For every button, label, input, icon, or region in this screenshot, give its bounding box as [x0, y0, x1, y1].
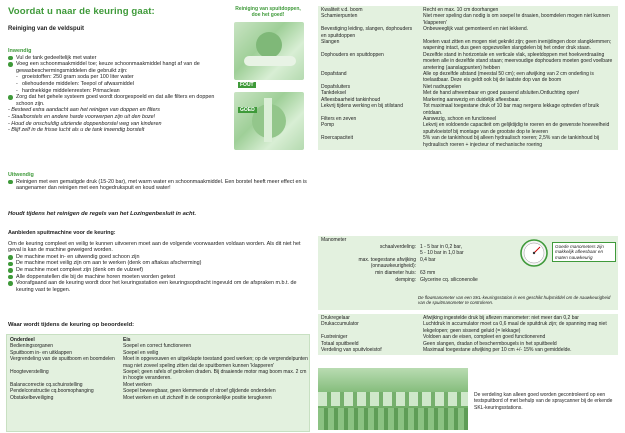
- inwendig-bullet-2: Voeg een schoonmaakmiddel toe; keuze schoonmaakmiddel hangt af van de gewasbeschermingsmiddelen die gebruikt zijn:: [8, 61, 230, 74]
- aanbieden-heading: Aanbieden spuitmachine voor de keuring:: [8, 230, 116, 236]
- cleaning-photo-wrong: [234, 22, 304, 80]
- table-row: Dopafsluiters Niet nadruppelen: [321, 83, 462, 90]
- table-row: Obstakelbeveiliging Moet werken en uit zichzelf in de oorspronkelijke positie terugkeren: [10, 394, 272, 401]
- table-row: Afleesbaarheid tankinhoud Markering aanwezig en duidelijk afleesbaar.: [321, 96, 521, 103]
- table-row: Spuitboom in- en uitklappen Soepel en veilig: [10, 349, 159, 356]
- manometer-sub4: demping:: [395, 277, 416, 283]
- table-row: Schamierpunten Niet meer speling dan nodig is om soepel te draaien, boomdelen mogen niet kunnen 'klapperen': [321, 13, 610, 26]
- table-row: Filters en zeven Aanwezig, schoon en functioneel: [321, 115, 497, 122]
- aanbieden-block: [8, 230, 308, 293]
- page-title: Voordat u naar de keuring gaat:: [8, 6, 155, 17]
- table-row: Vergrendeling van de spuitboom en boomdelen Moet in opgevouwen en uitgeklapte toestand goed werken; op de vergrendelpunten mag niet zoveel speling zitten dat de spuitbomen kunnen 'klapperen': [10, 356, 308, 369]
- manometer-sub2: max. toegestane afwijking (onnauwkeurigheid):: [358, 257, 416, 270]
- uitwendig-heading: Uitwendig: [8, 172, 34, 178]
- manometer-footnote: De flowmanometer van een SKL-keuringsstation is een geschikt hulpmiddel om de nauwkeurigheid van de spuitmanometer te controleren.: [418, 295, 611, 306]
- table-header-onderdeel: Onderdeel: [10, 337, 35, 343]
- aanbieden-bullet-3: De machine moet compleet zijn (denk om de vulzeef): [8, 267, 308, 274]
- tip-3: Houd de onschuldig uitziende doppenborstel weg van kinderen: [11, 120, 162, 127]
- manometer-sub1: schaalverdeling:: [379, 244, 416, 250]
- inwendig-bullet-1: Vul de tank gedeeltelijk met water: [8, 55, 230, 62]
- inwendig-dash-2: - oliehoudende middelen: Teepol of afwasmiddel: [8, 81, 230, 88]
- table-row: Roercapaciteit 5% van de tankinhoud bij alleen hydraulisch roeren; 2,5% van de tankinhoud bij hydraulisch roeren + injecteur of mechanische roering: [321, 135, 599, 148]
- inwendig-dash-1: - groeistoffen: 250 gram soda per 100 liter water: [8, 74, 230, 81]
- table-row: Dopafstand Alle op dezelfde afstand (meestal 50 cm); een afwijking van 2 cm onderling is toelaatbaar. Deze eis geldt ook bij de laatste dop van de boom: [321, 71, 594, 84]
- table-row: Lekvrij tijdens werking en bij stilstand Tot maximaal toegestane druk of 10 bar mag nergens lekkage optreden of bruik ontdaan.: [321, 103, 599, 116]
- aanbieden-bullet-5: Voorafgaand aan de keuring wordt door het keuringsstation een keuringsopdracht ingevuld om de afspraken m.b.t. de keuring vast te leggen.: [8, 280, 308, 293]
- table-row: Kwaliteit v.d. boom Recht en max. 10 cm doorhangen: [321, 7, 499, 13]
- manometer-sub3: min diameter huis:: [375, 270, 416, 276]
- inwendig-dash-3: - hardnekkige middelenresten: Primaclean: [8, 88, 230, 95]
- tip-2: Staalborstels en andere harde voorwerpen zijn uit den boze!: [11, 113, 156, 120]
- tip-1: Besteed extra aandacht aan het reinigen van doppen en filters: [11, 107, 160, 114]
- lozingenbesluit-note: Houdt tijdens het reinigen de regels van het Lozingenbesluit in acht.: [8, 211, 197, 217]
- manometer-section: Manometer schaalverdeling: 1 - 5 bar in 0,2 bar, 5 - 10 bar in 1,0 bar max. toegestane afwijking (onnauwkeurigheid): 0,4 bar min diameter huis: 63 mm demping: Glycerine cq. siliconenolie Goede manometers zijn makkelijk afleesbaar en maten nauwkeurig De flowmanometer van een SKL-keuringsstation is een geschikt hulpmiddel om de nauwkeurigheid van de spuitmanometer te controleren.: [318, 236, 618, 310]
- photo-caption: Reiniging van spuitdoppen, doe het goed!: [235, 6, 301, 19]
- aanbieden-bullet-1: De machine moet in- en uitwendig goed schoon zijn: [8, 254, 308, 261]
- aanbieden-bullet-2: De machine moet veilig zijn om aan te werken (denk om aftakas afscherming): [8, 260, 308, 267]
- section-heading-reiniging: Reiniging van de veldspuit: [8, 26, 85, 32]
- table-row: Tankdeksel Met de hand afneembaar en goed passend afsluiten.Ontluchting open!: [321, 90, 580, 97]
- inwendig-block: Inwendig Vul de tank gedeeltelijk met water Voeg een schoonmaakmiddel toe; keuze schoonmaakmiddel hangt af van de gewasbeschermingsmiddelen die gebruikt zijn: - groeistoffen: 250 gram soda per 100 liter water - oliehoudende middelen: Teepol of afwasmiddel - hardnekkige middelenresten: Primaclean Zorg dat het gehele systeem goed wordt doorgespoeld en dat alle filters en doppen schoon zijn. - Besteed extra aandacht aan het reinigen van doppen en filters - Staalborstels en andere harde voorwerpen zijn uit den boze! - Houd de onschuldig uitziende doppenborstel weg van kinderen - Blijf zelf in de frisse lucht als u de tank inwendig borstelt: [8, 48, 230, 134]
- table-header: [7, 335, 309, 343]
- pressure-gauge-icon: [520, 239, 548, 267]
- table-row: Drukaccumulator Luchtdruk in accumulator moet ca 0,6 maal de spuitdruk zijn; de spanning mag niet lekgelopen; geen sissend geluid (= lekkage): [321, 321, 607, 334]
- inspection-table: [6, 334, 310, 432]
- table-row: Bevestiging leiding, slangen, dophouders en spuitdoppen Onbeweeglijk vast gemonteerd en niet lekkend.: [321, 26, 529, 39]
- uitwendig-block: [8, 172, 308, 192]
- cleaning-photo-right: [234, 92, 304, 150]
- table-row: Balanscorrectie cq.schuinstelling Moet werken: [10, 381, 152, 388]
- manometer-label: Manometer: [321, 237, 347, 243]
- inwendig-bullet-3: Zorg dat het gehele systeem goed wordt doorgespoeld en dat alle filters en doppen schoon zijn.: [8, 94, 230, 107]
- table-row: Drukregelaar Afwijking ingestelde druk bij aflezen manometer: niet meer dan 0,2 bar: [321, 315, 579, 321]
- aanbieden-intro: Om de keuring compleet en veilig te kunnen uitvoeren moet aan de volgende voorwaarden voldaan worden. Als dit niet het geval is kan de machine geweigerd worden.: [8, 240, 301, 254]
- table-row: Pendelconstructie cq.boomophanging Soepel beweegbaar, geen klemmende of stroef glijdende onderdelen: [10, 388, 276, 395]
- inwendig-heading: Inwendig: [8, 48, 32, 54]
- tip-4: Blijf zelf in de frisse lucht als u de tank inwendig borstelt: [11, 127, 145, 134]
- table-row: Pomp Lekvrij en voldoende capaciteit om gelijktijdig te roeren en de gewenste hoeveelheid spuitvloeistof bij montage van de grootste dop te leveren: [321, 122, 610, 135]
- table-row: Bedieningsorganen Soepel en correct functioneren: [10, 343, 192, 350]
- table-row: Verdeling van spuitvloeistof Maximaal toegestane afwijking per 10 cm +/- 15% van gemiddelde.: [321, 347, 572, 354]
- uitwendig-bullet-1: Reinigen met een gematigde druk (15-20 bar), met warm water en schoonmaakmiddel. Een borstel heeft meer effect en is aangenamer dan reinigen met een hogedrukspuit en koud water!: [8, 179, 308, 192]
- requirements-panel-top: [318, 6, 618, 150]
- table-row: Slangen Moeten vast zitten en mogen niet geknikt zijn; geen inenijdingen door slangklemmen; wapening intact, dus geen opgezwollen slangdelen bij het onder druk staan.: [321, 39, 612, 52]
- requirements-panel-bottom: [318, 314, 618, 355]
- label-fout: FOUT: [240, 82, 254, 88]
- spray-test-photo: [318, 368, 468, 430]
- table-row: Totaal spuitbeeld Geen slangen, dradan of beschermbougels in het spuitbeeld: [321, 340, 557, 347]
- aanbieden-bullet-4: Alle doppenstellen die bij de machine horen moeten worden getest: [8, 274, 308, 281]
- table-row: Dophouders en spuitdoppen Dezelfde stand in horizontale en verticale vlak, spleetdoppen met hoekverdraaiing moeten alle in dezelfde stand staan; meervoudige dophouders moeten goed voelbare arretering (aanslagpunten) hebben: [321, 51, 613, 71]
- manometer-note: Goede manometers zijn makkelijk afleesbaar en maten nauwkeurig: [552, 242, 616, 262]
- table-row: Hoogteverstelling Soepel; geen rafels of gebroken draden. Bij draaiende motor mag boom max. 2 cm in hoogte veranderen.: [10, 369, 307, 382]
- waarop-heading: Waar wordt tijdens de keuring op beoordeeld:: [8, 322, 135, 328]
- label-goed: GOED: [240, 107, 255, 113]
- bottom-note: De verdeling kan alleen goed worden gecontroleerd op een testspuitbord of met behulp van de spraycanner bij de erkende SKL-keuringsstations.: [474, 392, 613, 411]
- table-header-eis: Eis: [123, 337, 131, 343]
- table-row: Fustreiniger Voldoen aan de eisen, compleet en goed functionerend: [321, 334, 546, 341]
